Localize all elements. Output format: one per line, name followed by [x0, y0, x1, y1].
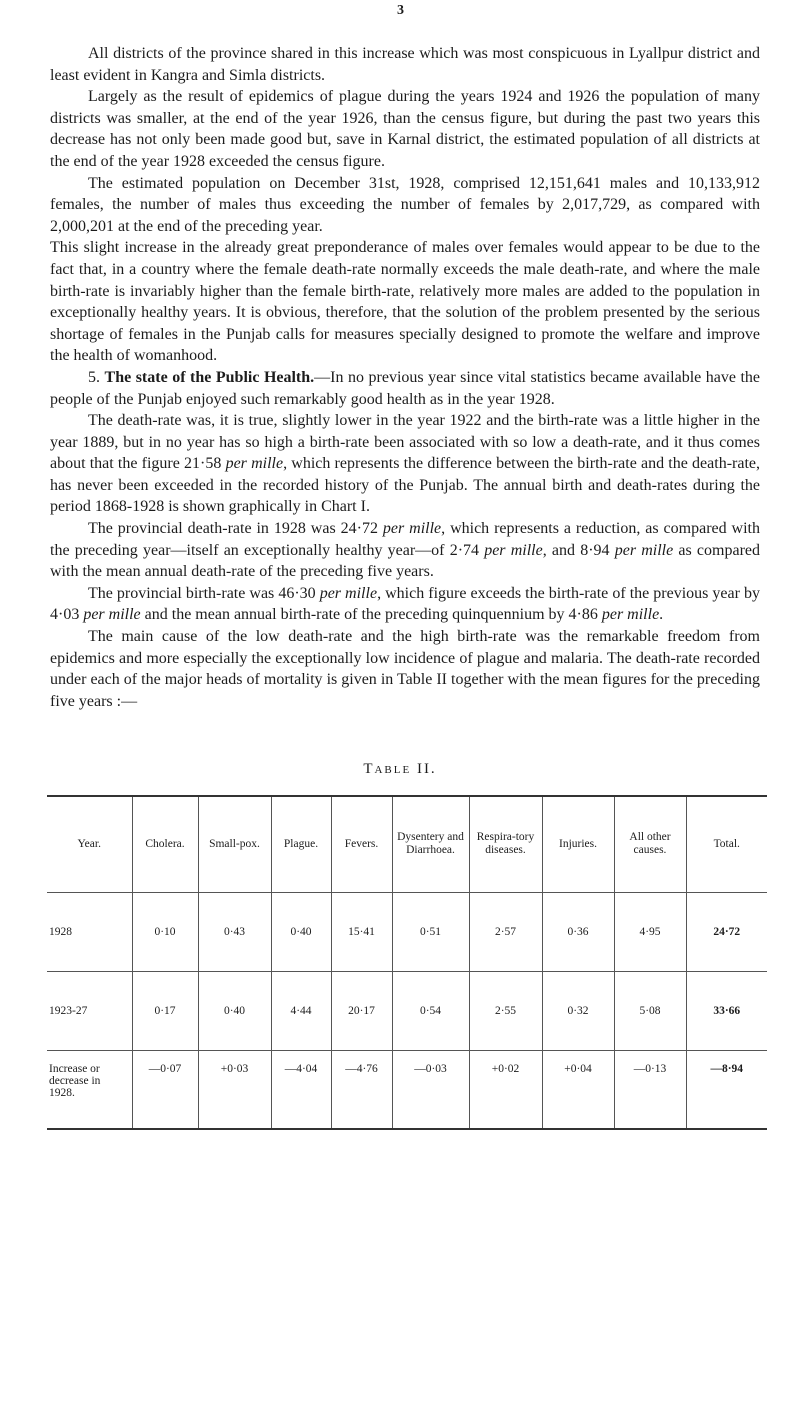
paragraph-provincial-death-rate: The provincial death-rate in 1928 was 24·72 per mille, which represents a reduction, as compared with the preceding year—itself an exceptionally healthy year—of 2·74 per mille, and 8·94 per mille as compared with the mean annual death-rate of the preceding five years.	[50, 520, 761, 581]
column-header: Plague.	[271, 796, 331, 892]
table-cell: 0·51	[392, 892, 469, 971]
table-cell: +0·04	[542, 1050, 614, 1129]
table-cell: 4·95	[614, 892, 686, 971]
paragraph-death-rate: The death-rate was, it is true, slightly lower in the year 1922 and the birth-rate was a little higher in the year 1889, but in no year has so high a birth-rate been associated with so low a death-rate, and it thus comes about that the figure 21·58 per mille, which represents the difference between the birth-rate and the death-rate, has never been exceeded in the recorded history of the Punjab. The annual birth and death-rates during the period 1868-1928 is shown graphically in Chart I.	[50, 412, 760, 516]
table-cell: 2·57	[469, 892, 542, 971]
table-cell: 0·36	[542, 892, 614, 971]
table-cell: 33·66	[686, 971, 767, 1050]
table-cell: 24·72	[686, 892, 767, 971]
column-header: Cholera.	[132, 796, 198, 892]
table-cell: 1923-27	[47, 971, 132, 1050]
table-cell: 0·43	[198, 892, 271, 971]
table-cell: 0·10	[132, 892, 198, 971]
table-cell: —0·13	[614, 1050, 686, 1129]
table-title: Table II.	[363, 761, 437, 777]
table-cell: —4·04	[271, 1050, 331, 1129]
table-cell: —0·03	[392, 1050, 469, 1129]
body-text	[50, 43, 760, 712]
table-cell: —4·76	[331, 1050, 392, 1129]
paragraph-main-cause: The main cause of the low death-rate and the high birth-rate was the remarkable freedom from epidemics and more especially the exceptionally low incidence of plague and malaria. The death-rate recorded under each of the major heads of mortality is given in Table II together with the mean figures for the preceding five years :—	[50, 628, 760, 710]
paragraph: Largely as the result of epidemics of plague during the years 1924 and 1926 the population of many districts was smaller, at the end of the year 1926, than the census figure, but during the past two years this decrease has not only been made good but, save in Karnal district, the estimated population of all districts at the end of the year 1928 exceeded the census figure.	[50, 88, 760, 170]
page-number: 3	[397, 3, 404, 18]
column-header: Injuries.	[542, 796, 614, 892]
section-title: The state of the Public Health.	[104, 368, 315, 386]
section-5-paragraph	[50, 367, 760, 410]
table-cell: Increase or decrease in 1928.	[47, 1050, 132, 1129]
paragraph: The estimated population on December 31st, 1928, comprised 12,151,641 males and 10,133,912 females, the number of males thus exceeding the number of females by 2,017,729, as compared with 2,000,201 at the end of the preceding year.	[50, 174, 760, 235]
column-header: Fevers.	[331, 796, 392, 892]
table-row	[47, 892, 767, 971]
section-number: 5.	[88, 368, 100, 386]
table-cell: 0·32	[542, 971, 614, 1050]
table-row	[47, 1050, 767, 1129]
section-lead: —In no previous year since vital statistics became available have the people of the Punjab enjoyed such remarkably good health as in the year 1928.	[50, 368, 761, 408]
table-cell: 0·17	[132, 971, 198, 1050]
table-cell: 0·40	[271, 892, 331, 971]
table-cell: —0·07	[132, 1050, 198, 1129]
table-cell: 2·55	[469, 971, 542, 1050]
paragraph: This slight increase in the already great preponderance of males over females would appear to be due to the fact that, in a country where the female death-rate normally exceeds the male death-rate, and where the male birth-rate is invariably higher than the female birth-rate, relatively more males are added to the population in exceptionally healthy years. It is obvious, therefore, that the solution of the problem presented by the serious shortage of females in the Punjab calls for measures specially designed to promote the welfare and improve the health of womanhood.	[50, 239, 760, 365]
table-cell: 4·44	[271, 971, 331, 1050]
table-cell: +0·03	[198, 1050, 271, 1129]
column-header: Dysentery and Diarrhoea.	[392, 796, 469, 892]
column-header: Total.	[686, 796, 767, 892]
table-cell: 0·54	[392, 971, 469, 1050]
table-cell: 15·41	[331, 892, 392, 971]
table-cell: 1928	[47, 892, 132, 971]
column-header: Respira-tory diseases.	[469, 796, 542, 892]
column-header: Year.	[47, 796, 132, 892]
table-row	[47, 971, 767, 1050]
table-cell: 0·40	[198, 971, 271, 1050]
table-header-row	[47, 796, 767, 892]
paragraph-provincial-birth-rate: The provincial birth-rate was 46·30 per mille, which figure exceeds the birth-rate of the previous year by 4·03 per mille and the mean annual birth-rate of the preceding quinquennium by 4·86 per mille.	[50, 584, 760, 624]
table-cell: 5·08	[614, 971, 686, 1050]
table-cell: 20·17	[331, 971, 392, 1050]
mortality-table	[47, 795, 767, 1130]
column-header: All other causes.	[614, 796, 686, 892]
column-header: Small-pox.	[198, 796, 271, 892]
table-cell: +0·02	[469, 1050, 542, 1129]
paragraph: All districts of the province shared in this increase which was most conspicuous in Lyallpur district and least evident in Kangra and Simla districts.	[50, 45, 760, 84]
table-cell: —8·94	[686, 1050, 767, 1129]
